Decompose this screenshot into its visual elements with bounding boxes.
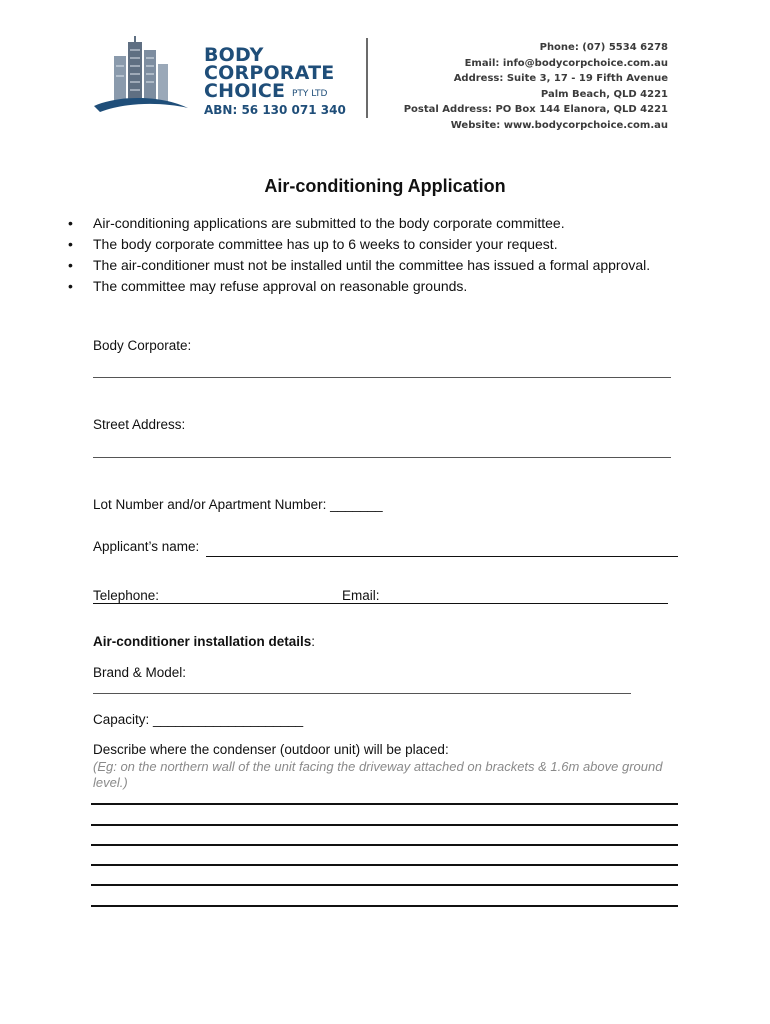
bullet-item: • Air-conditioning applications are submitted to the body corporate committee.	[68, 214, 668, 232]
logo-text-body: BODY	[204, 44, 264, 66]
logo-text-corporate: CORPORATE	[204, 62, 335, 84]
bullet-item: • The committee may refuse approval on reasonable grounds.	[68, 277, 668, 295]
telephone-field[interactable]	[93, 603, 343, 604]
email-field[interactable]	[342, 603, 668, 604]
capacity-label: Capacity: ____________________	[93, 712, 304, 727]
contact-email: Email: info@bodycorpchoice.com.au	[464, 57, 668, 69]
company-logo	[92, 36, 192, 120]
brand-model-field[interactable]	[93, 693, 631, 694]
logo-text-choice: CHOICE	[204, 80, 286, 102]
logo-text-ptyltd: PTY LTD	[292, 89, 328, 99]
bullet-item: • The air-conditioner must not be installed until the committee has issued a formal approval.	[68, 256, 668, 274]
condenser-answer-line[interactable]	[91, 864, 678, 866]
contact-phone: Phone: (07) 5534 6278	[539, 42, 668, 53]
bullet-item: • The body corporate committee has up to 6 weeks to consider your request.	[68, 235, 668, 253]
swoosh-icon	[94, 98, 188, 112]
contact-city: Palm Beach, QLD 4221	[540, 88, 668, 100]
contact-postal: Postal Address: PO Box 144 Elanora, QLD 4221	[403, 104, 668, 116]
telephone-label: Telephone:	[93, 588, 160, 603]
installation-details-heading	[93, 634, 315, 649]
building-icon	[114, 36, 168, 102]
condenser-answer-line[interactable]	[91, 824, 678, 826]
applicant-name-label: Applicant’s name:	[93, 539, 200, 554]
contact-website: Website: www.bodycorpchoice.com.au	[450, 119, 668, 131]
lot-number-label: Lot Number and/or Apartment Number: _______	[93, 497, 383, 512]
condenser-label: Describe where the condenser (outdoor unit) will be placed:	[93, 742, 449, 757]
condenser-answer-line[interactable]	[91, 844, 678, 846]
abn-number: ABN: 56 130 071 340	[204, 103, 346, 117]
contact-block	[404, 40, 668, 134]
brand-model-label: Brand & Model:	[93, 665, 187, 680]
street-address-label: Street Address:	[93, 417, 186, 432]
condenser-answer-line[interactable]	[91, 884, 678, 886]
condenser-answer-line[interactable]	[91, 905, 678, 907]
body-corporate-label: Body Corporate:	[93, 338, 192, 353]
body-corporate-field[interactable]	[93, 377, 671, 378]
condenser-hint: (Eg: on the northern wall of the unit facing the driveway attached on brackets & 1.6m above ground level.)	[93, 759, 663, 790]
contact-address: Address: Suite 3, 17 - 19 Fifth Avenue	[453, 73, 668, 85]
installation-heading-text: Air-conditioner installation details	[93, 634, 312, 649]
condenser-answer-line[interactable]	[91, 803, 678, 805]
installation-heading-colon: :	[311, 634, 316, 649]
info-bullet-list	[68, 214, 668, 298]
page-title: Air-conditioning Application	[264, 176, 506, 196]
header-divider	[366, 38, 368, 118]
street-address-field[interactable]	[93, 457, 671, 458]
email-label: Email:	[342, 588, 380, 603]
applicant-name-field[interactable]	[206, 556, 678, 557]
